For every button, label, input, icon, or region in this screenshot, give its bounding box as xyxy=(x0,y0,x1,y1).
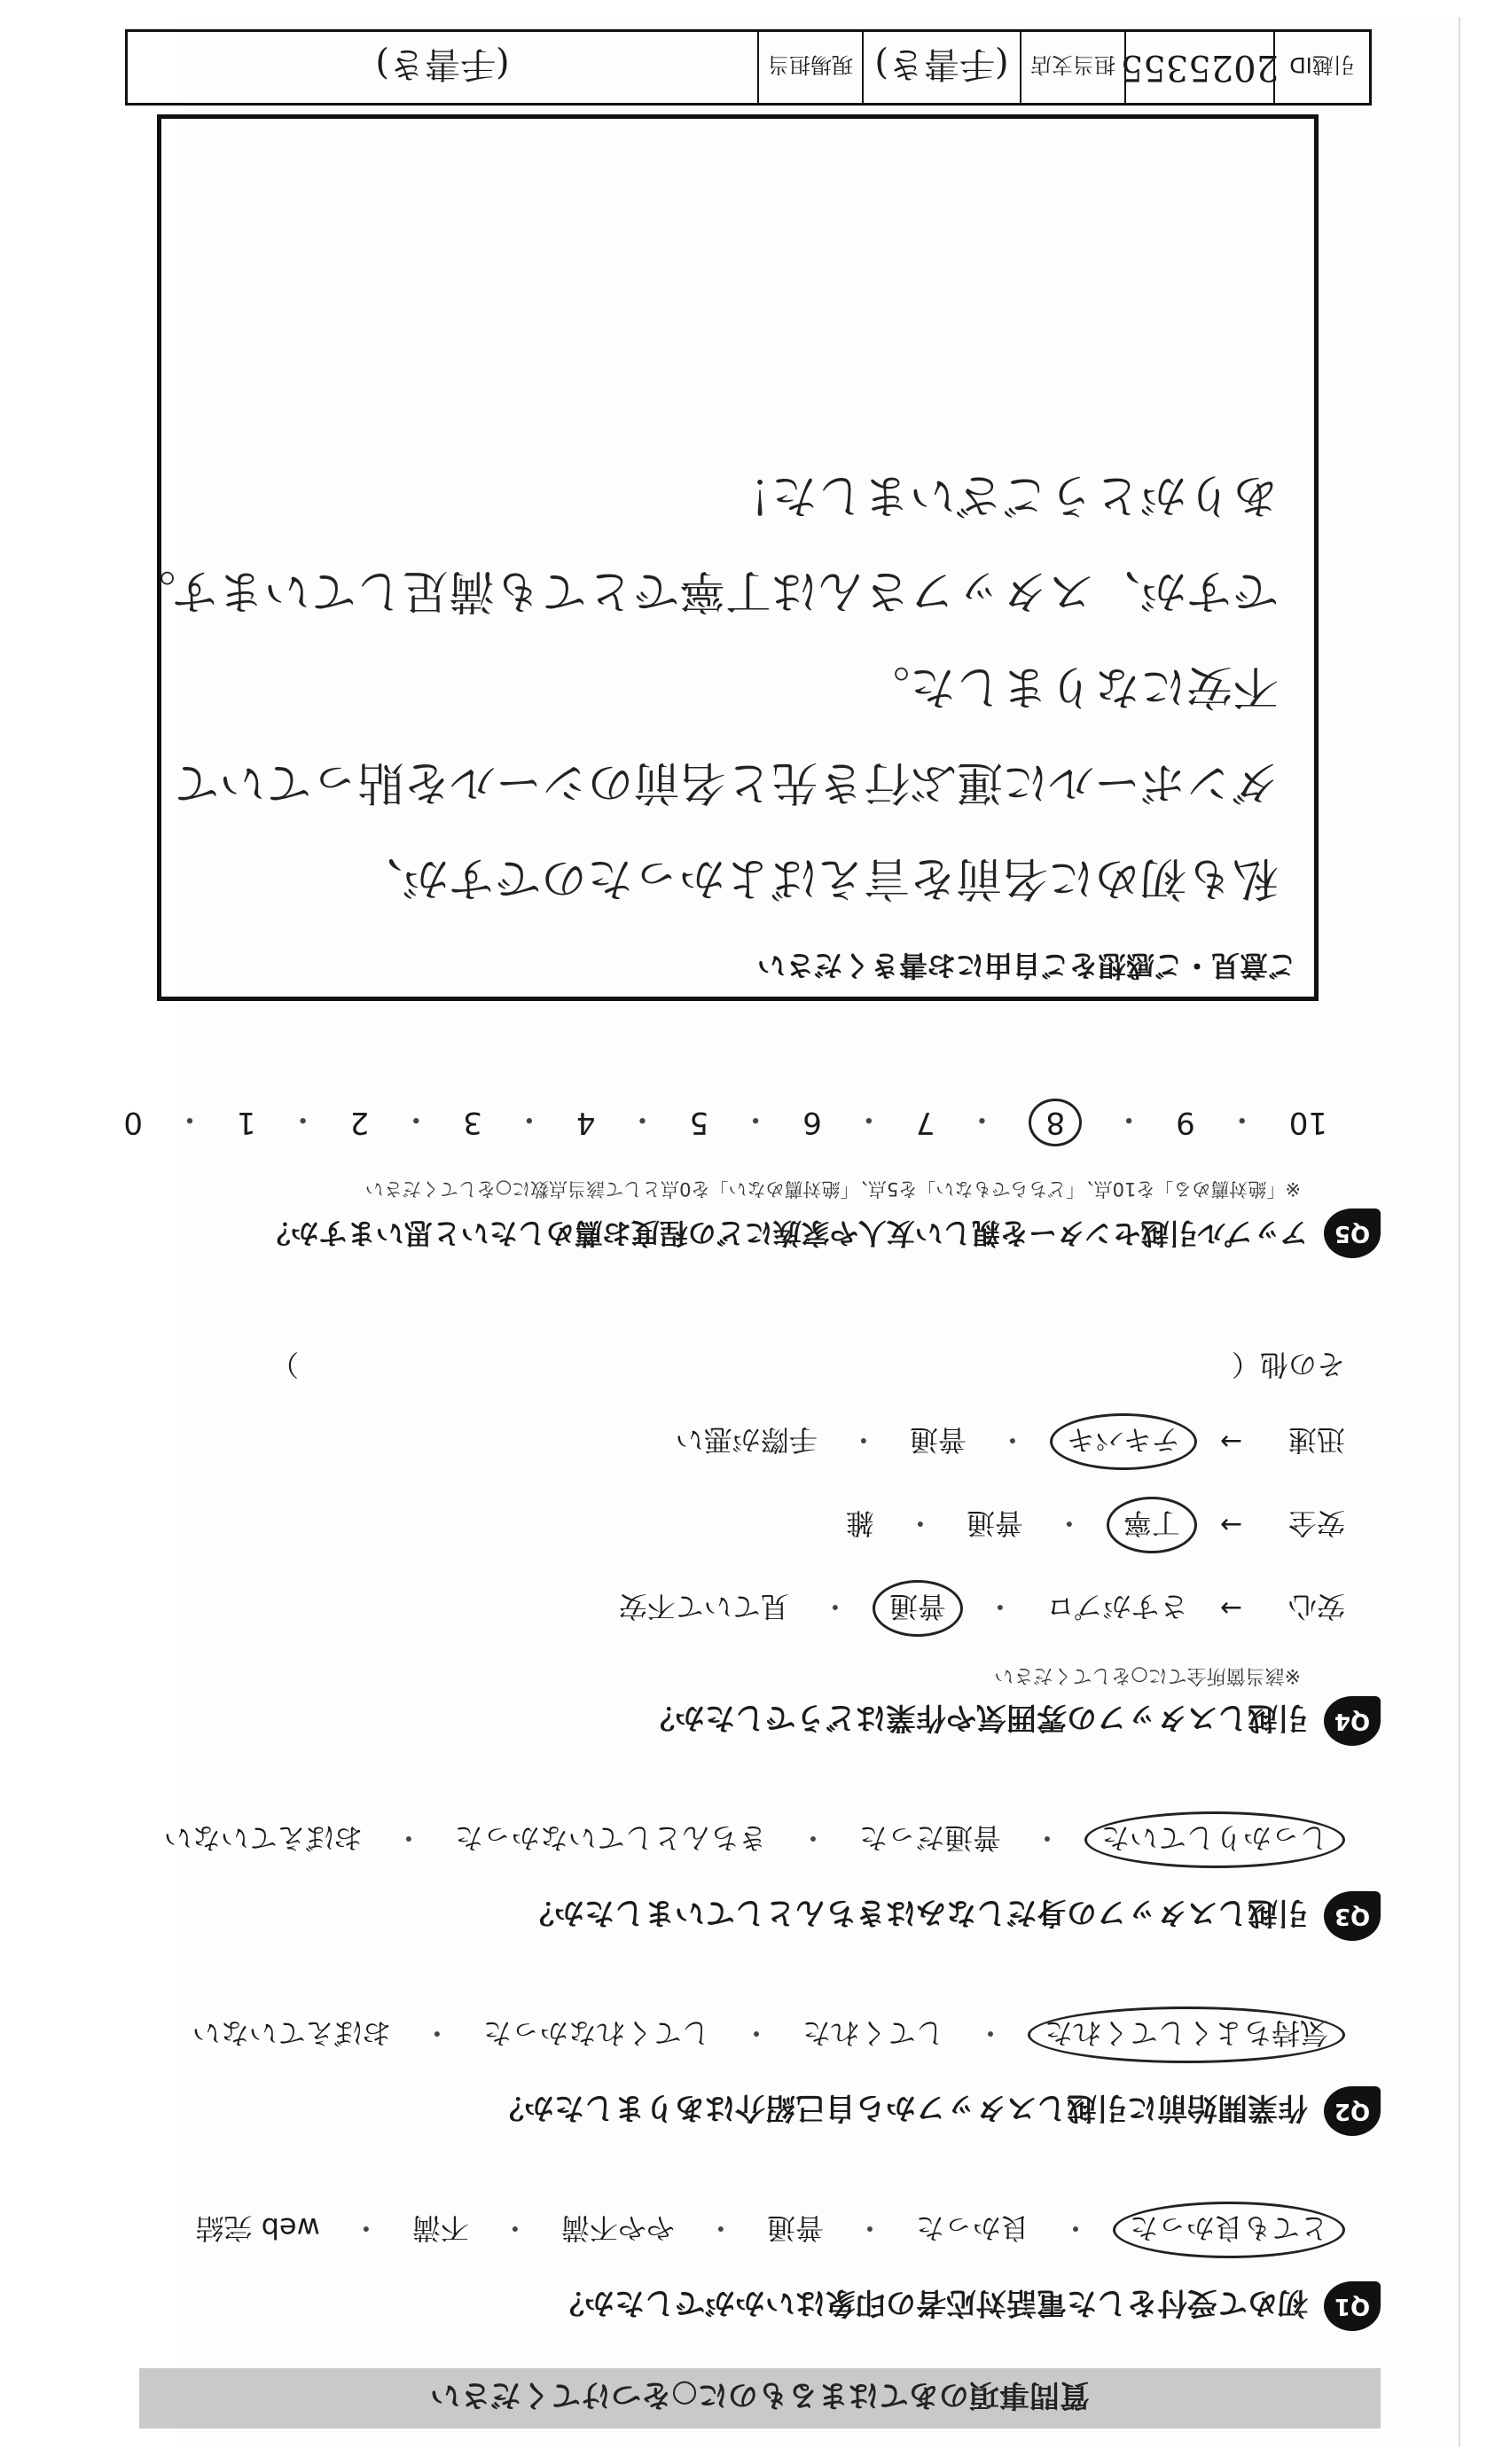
q5-scale: 10 ・ 9 ・ 8 ・ 7 ・ 6 ・ 5 ・ 4 ・ 3 ・ 2 ・ 1 ・ 0 xyxy=(139,1099,1327,1146)
q1-text: 初めて受付をした電話対応者の印象はいかがでしたか？ xyxy=(554,2285,1308,2321)
q4-other-close: ） xyxy=(270,1348,299,1381)
comment-line: ありがとうございました！ xyxy=(724,468,1279,521)
q4-note: ※該当箇所全てに○をしてください xyxy=(994,1664,1301,1686)
question-q5 xyxy=(123,1099,1381,1258)
q4-row-anzen: 安全 → 丁寧 ・ 普通 ・ 雑 xyxy=(139,1497,1345,1553)
q4-row-3-option-1[interactable]: テキパキ xyxy=(1050,1413,1197,1470)
score-6[interactable]: 6 xyxy=(802,1105,822,1140)
question-q3: Q3 引越しスタッフの身だしなみはきちんとしていましたか？ しっかりしていた ・ 普通だった ・ きちんとしていなかった ・ おぼえていない xyxy=(139,1811,1381,1941)
comment-line: ですが、スタッフさんは丁寧でとても満足しています。 xyxy=(129,564,1279,617)
q4-row-3-option-3[interactable]: 手際が悪い xyxy=(675,1423,818,1457)
leader-value-handwritten: (手書き) xyxy=(375,43,510,85)
score-0[interactable]: 0 xyxy=(123,1105,143,1140)
comment-box[interactable] xyxy=(129,114,1319,1001)
question-q2: Q2 作業開始前に引越しスタッフから自己紹介はありましたか？ 気持ちよくしてくれた ・ してくれた ・ してくれなかった ・ おぼえていない xyxy=(139,2006,1381,2136)
q2-option-3[interactable]: してくれなかった xyxy=(482,2016,710,2050)
q1-option-2[interactable]: 良かった xyxy=(915,2211,1029,2245)
instruction-text: 質問事項のあてはまるものに○をつけてください xyxy=(430,2377,1090,2413)
score-3[interactable]: 3 xyxy=(463,1105,482,1140)
move-id-label: 引越ID xyxy=(1273,32,1369,103)
move-id-value: 2025355 xyxy=(1124,32,1273,103)
q1-badge: Q1 xyxy=(1324,2281,1381,2331)
comment-label: ご意見・ご感想をご自由にお書きください xyxy=(756,949,1296,982)
branch-label: 担当支店 xyxy=(1020,32,1124,103)
q4-other-row xyxy=(139,1346,1345,1387)
comment-line: 不安になりました。 xyxy=(863,660,1279,713)
q3-option-3[interactable]: きちんとしていなかった xyxy=(454,1821,767,1855)
q1-option-5[interactable]: 不満 xyxy=(411,2211,469,2245)
q3-option-2[interactable]: 普通だった xyxy=(858,1821,1001,1855)
q4-row-2-label: 安全 xyxy=(1287,1506,1345,1540)
arrow-icon: → xyxy=(1219,1426,1242,1458)
branch-value-handwritten: (手書き) xyxy=(862,32,1020,103)
q1-option-1[interactable]: とても良かった xyxy=(1113,2202,1345,2258)
q4-row-1-option-2[interactable]: 普通 xyxy=(873,1580,963,1637)
q2-option-4[interactable]: おぼえていない xyxy=(192,2016,391,2050)
q4-row-2-option-2[interactable]: 普通 xyxy=(966,1506,1023,1540)
q3-option-4[interactable]: おぼえていない xyxy=(163,1821,363,1855)
score-9[interactable]: 9 xyxy=(1176,1105,1195,1140)
score-10[interactable]: 10 xyxy=(1288,1105,1327,1140)
q2-text: 作業開始前に引越しスタッフから自己紹介はありましたか？ xyxy=(494,2090,1308,2126)
q5-note: ※「絶対薦める」を10点、「どちらでもない」を5点、「絶対薦めない」を0点として該当点数に○をしてください xyxy=(364,1178,1301,1200)
q1-option-4[interactable]: やや不満 xyxy=(560,2211,675,2245)
question-q4 xyxy=(139,1346,1381,1746)
q2-option-1[interactable]: 気持ちよくしてくれた xyxy=(1028,2006,1345,2063)
comment-line: 私も初めに名前を言えばよかったのですが、 xyxy=(356,851,1279,904)
q4-row-3-option-2[interactable]: 普通 xyxy=(909,1423,967,1457)
arrow-icon: → xyxy=(1219,1509,1242,1541)
q2-option-2[interactable]: してくれた xyxy=(802,2016,944,2050)
q4-row-anshin: 安心 → さすがプロ ・ 普通 ・ 見ていて不安 xyxy=(139,1580,1345,1637)
q5-text: アップル引越センターを親しい友人や家族にどの程度お薦めしたいと思いますか？ xyxy=(262,1216,1308,1250)
q3-text: 引越しスタッフの身だしなみはきちんとしていましたか？ xyxy=(524,1895,1308,1931)
question-q1: Q1 初めて受付をした電話対応者の印象はいかがでしたか？ とても良かった ・ 良かった ・ 普通 ・ やや不満 ・ 不満 ・ web 完結 xyxy=(139,2202,1381,2331)
q5-badge: Q5 xyxy=(1324,1209,1381,1258)
q4-text: 引越しスタッフの雰囲気や作業はどうでしたか？ xyxy=(645,1700,1308,1736)
q3-option-1[interactable]: しっかりしていた xyxy=(1084,1811,1345,1868)
leader-label: 現場担当 xyxy=(757,32,862,103)
arrow-icon: → xyxy=(1219,1592,1242,1624)
q1-option-6[interactable]: web 完結 xyxy=(195,2211,320,2245)
score-4[interactable]: 4 xyxy=(575,1105,596,1140)
handwritten-comment xyxy=(129,447,1279,926)
q4-row-1-option-3[interactable]: 見ていて不安 xyxy=(618,1590,789,1623)
q4-row-1-option-1[interactable]: さすがプロ xyxy=(1045,1590,1188,1623)
q4-row-2-option-3[interactable]: 雑 xyxy=(845,1506,874,1540)
q2-badge: Q2 xyxy=(1324,2086,1381,2136)
instruction-header xyxy=(139,2368,1381,2429)
score-5[interactable]: 5 xyxy=(689,1105,709,1140)
score-8[interactable]: 8 xyxy=(1029,1099,1082,1146)
comment-line: ダンボールに運ぶ行き先と名前のシールを貼っていて xyxy=(173,755,1279,809)
q4-row-1-label: 安心 xyxy=(1287,1590,1345,1623)
score-7[interactable]: 7 xyxy=(915,1105,935,1140)
score-2[interactable]: 2 xyxy=(349,1105,370,1140)
q4-row-jinsoku: 迅速 → テキパキ ・ 普通 ・ 手際が悪い xyxy=(139,1413,1345,1470)
score-1[interactable]: 1 xyxy=(236,1105,256,1140)
q1-option-3[interactable]: 普通 xyxy=(766,2211,824,2245)
q3-badge: Q3 xyxy=(1324,1891,1381,1941)
q4-other-label: その他（ xyxy=(1231,1348,1345,1381)
q4-row-2-option-1[interactable]: 丁寧 xyxy=(1107,1497,1197,1553)
footer-info-table xyxy=(125,29,1372,106)
q4-row-3-label: 迅速 xyxy=(1287,1423,1345,1457)
q4-badge: Q4 xyxy=(1324,1696,1381,1746)
